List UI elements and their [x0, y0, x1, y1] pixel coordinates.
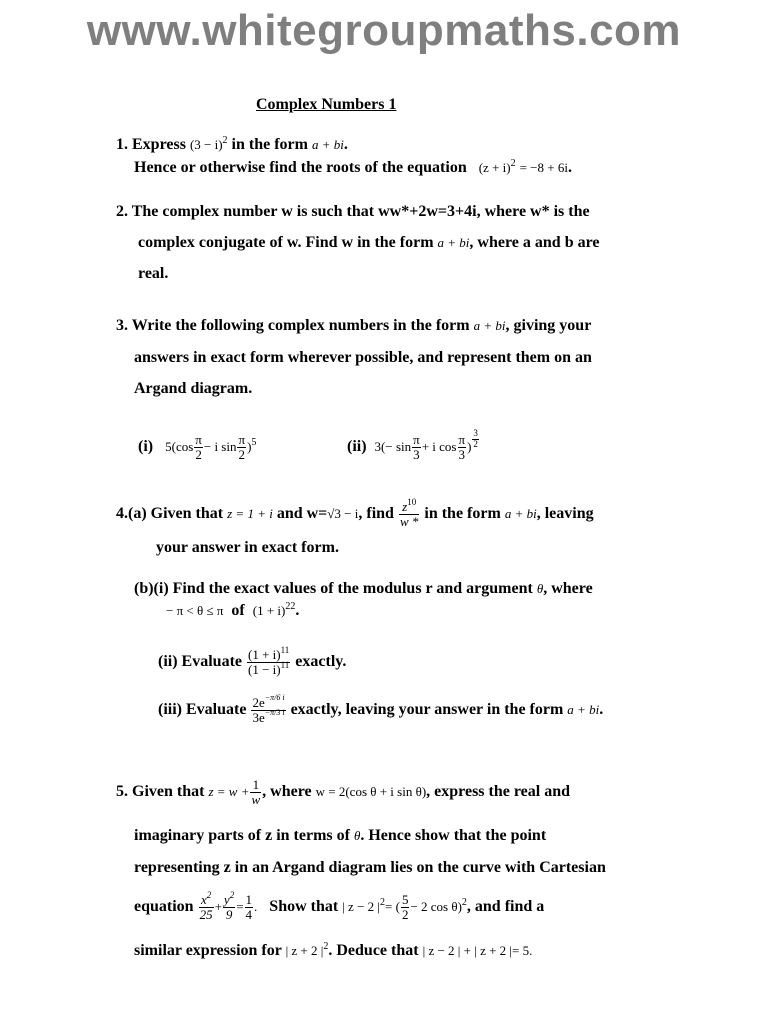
- question-2-line-1: 2. The complex number w is such that ww*+2w=3+4i, where w* is the: [116, 203, 590, 220]
- question-number: 2.: [116, 203, 128, 220]
- question-5-line-3: representing z in an Argand diagram lies on the curve with Cartesian: [134, 859, 606, 876]
- question-4b-iii: (iii) Evaluate $\frac{2e^{-\pi/6 i}}{3e^{-\pi/3 i}}$ exactly, leaving your answer in the form a + bi.: [158, 693, 604, 725]
- question-5-line-2: imaginary parts of z in terms of θ. Hence show that the point: [134, 827, 547, 844]
- question-4a-line-1: 4.(a) Given that z = 1 + i and w=√3 − i, find $\frac{z^{10}}{w *}$ in the form a + bi, leaving: [116, 497, 594, 529]
- question-4b-i-line-1: (b)(i) Find the exact values of the modulus r and argument θ, where: [134, 580, 593, 597]
- question-5-line-5: similar expression for | z + 2 $|^2$. Deduce that | z − 2 | + | z + 2 |= 5.: [134, 941, 533, 959]
- question-1-line-2: Hence or otherwise find the roots of the equation $(z + i)^2 = -8 + 6i$.: [134, 158, 572, 176]
- question-5-line-4: equation $\frac{x^2}{25}$ + $\frac{y^2}{9}$ = $\frac{1}{4}$ . Show that | z − 2 $|^2=$ ( $\frac{5}{2}$ − 2 cos θ)$^2$, and find a: [134, 890, 545, 922]
- question-3-line-1: 3. Write the following complex numbers in the form a + bi, giving your: [116, 317, 592, 334]
- question-1-line-1: 1. Express $(3 - i)^2$ in the form a + bi.: [116, 135, 348, 153]
- question-number: 1.: [116, 136, 128, 153]
- site-watermark: www.whitegroupmaths.com: [86, 6, 682, 55]
- question-number: 3.: [116, 317, 128, 334]
- question-3-line-3: Argand diagram.: [134, 380, 253, 397]
- question-4b-i-line-2: − π < θ ≤ π of $(1 + i)^{22}$.: [166, 601, 300, 619]
- question-3-part-i: (i) 5(cos $\frac{\pi}{2}$ − i sin $\frac{\pi}{2}$ )$^5$: [138, 432, 257, 462]
- question-3-part-ii: (ii) 3(− sin $\frac{\pi}{3}$ + i cos $\frac{\pi}{3}$ ) $\frac{3}{2}$: [347, 428, 478, 462]
- page-title: Complex Numbers 1: [256, 96, 397, 113]
- question-4a-line-2: your answer in exact form.: [156, 539, 339, 556]
- question-2-line-3: real.: [138, 265, 169, 282]
- question-number: 5.: [116, 782, 128, 800]
- question-3-line-2: answers in exact form wherever possible, and represent them on an: [134, 349, 592, 366]
- question-5-line-1: 5. Given that z = w + $\frac{1}{w}$ , where w = 2(cos θ + i sin θ), express the real and: [116, 777, 571, 807]
- question-4b-ii: (ii) Evaluate $\frac{(1 + i)^{11}}{(1 - i)^{11}}$ exactly.: [158, 645, 347, 677]
- question-2-line-2: complex conjugate of w. Find w in the form a + bi, where a and b are: [138, 234, 600, 251]
